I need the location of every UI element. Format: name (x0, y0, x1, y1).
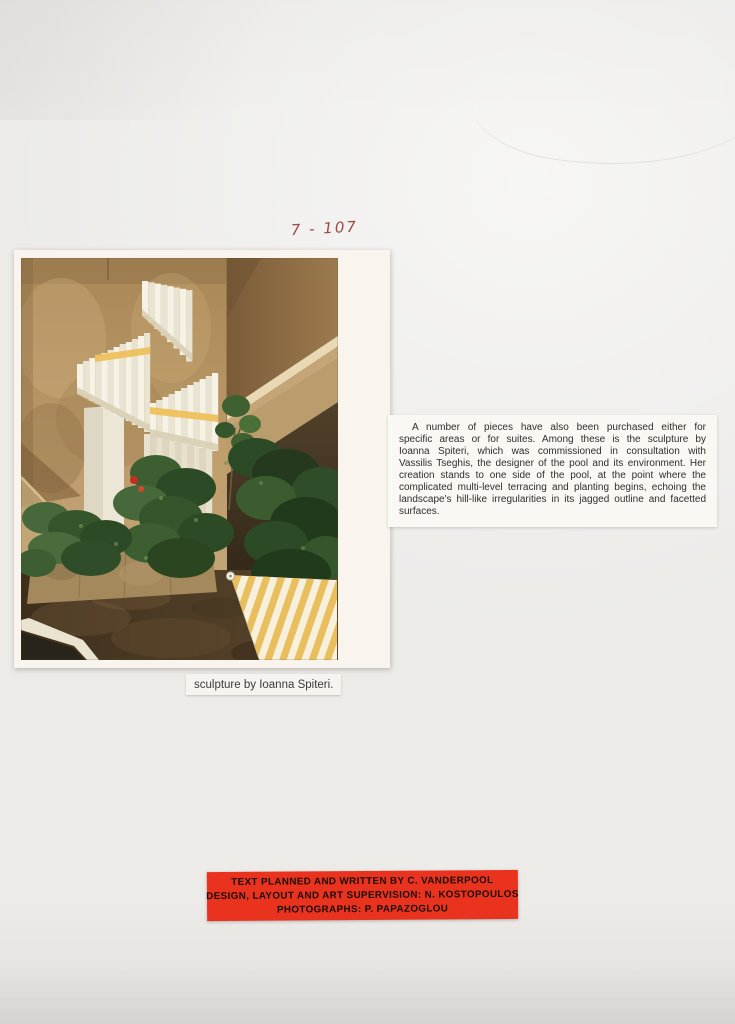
paper-crease (466, 0, 735, 189)
credit-line-photos: PHOTOGRAPHS: P. PAPAZOGLOU (276, 903, 449, 916)
photo-print (14, 250, 390, 668)
paper-shading-bottom (0, 964, 735, 1024)
handwritten-page-number: 7 - 107 (290, 217, 359, 240)
photo-caption: sculpture by Ioanna Spiteri. (186, 674, 341, 695)
sculpture-photo (21, 258, 338, 660)
paper-shading (0, 0, 420, 120)
credits-label (207, 870, 518, 921)
article-text-clipping (388, 415, 717, 527)
article-paragraph: A number of pieces have also been purchased either for specific areas or for suites. Among these is the sculpture by Ioanna Spiteri, which was commissioned in consultation with Vassilis Tseghis, the designer of the pool and its environment. Her creation stands to one side of the pool, at the point where the complicated multi-level terracing and planting begins, echoing the landscape's hill-like irregularities in its jagged outline and facetted surfaces. (399, 422, 706, 517)
credit-line-writer: TEXT PLANNED AND WRITTEN BY C. VANDERPOOL (231, 875, 494, 888)
credit-line-design: DESIGN, LAYOUT AND ART SUPERVISION: N. KOSTOPOULOS (206, 888, 519, 903)
